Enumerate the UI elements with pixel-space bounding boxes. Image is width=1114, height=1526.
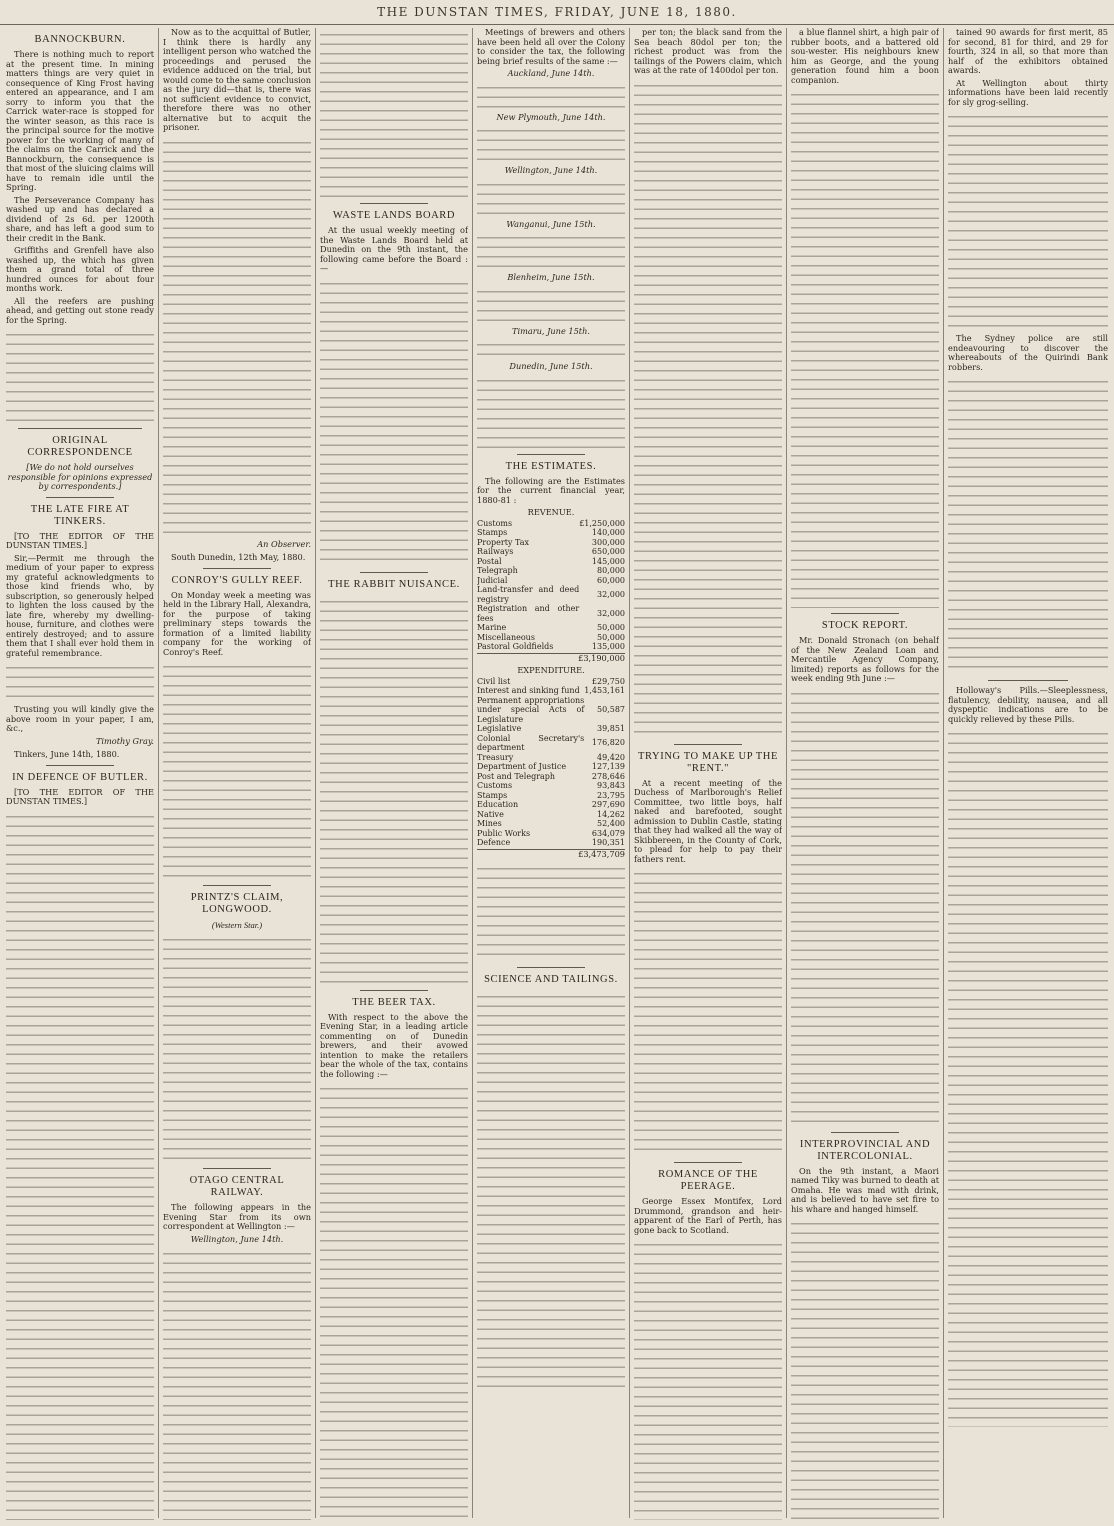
advertisement-paragraph: Holloway's Pills.—Sleeplessness, flatulency, debility, nausea, and all dyspeptic indications are to be quickly relieved by these Pills.: [948, 685, 1108, 724]
table-cell-value: 634,079: [591, 828, 625, 838]
table-cell-value: 297,690: [591, 800, 625, 809]
column-rule: [943, 28, 944, 1518]
column-rule: [629, 28, 630, 1518]
table-cell-value: 50,000: [597, 632, 625, 642]
text-block: [320, 28, 468, 198]
table-cell-item: Miscellaneous: [477, 632, 535, 642]
table-cell-item: Mines: [477, 819, 502, 828]
divider: [360, 990, 428, 991]
table-row: [477, 791, 625, 801]
text-block: [634, 79, 782, 739]
to-editor: [TO THE EDITOR OF THE DUNSTAN TIMES.]: [6, 530, 154, 550]
table-row: [477, 781, 625, 791]
dateline: Dunedin, June 15th.: [509, 361, 593, 371]
table-row: [477, 772, 625, 782]
table-cell-value: 32,000: [597, 589, 625, 599]
table-cell-item: Land-transfer and deed registry: [477, 585, 580, 604]
revenue-table: [477, 519, 625, 652]
table-cell-item: Defence: [477, 838, 511, 847]
table-row: [477, 566, 625, 576]
article-paragraph: George Essex Montifex, Lord Drummond, grandson and heir-apparent of the Earl of Perth, has gone back to Scotland.: [634, 1196, 782, 1235]
column-7: [948, 28, 1108, 1520]
headline-science-and-tailings: SCIENCE AND TAILINGS.: [484, 974, 618, 985]
table-cell-item: Colonial Secretary's department: [477, 733, 585, 752]
column-rule: [315, 28, 316, 1518]
text-block: [320, 277, 468, 567]
article-paragraph: With respect to the above the Evening Star, in a leading article commenting on of Dunedin brewers, and their avowed intention to make the retailers bear the whole of the tax, contains the following :—: [320, 1011, 468, 1079]
dateline: Auckland, June 14th.: [507, 68, 595, 78]
expenditure-table: [477, 677, 625, 848]
table-cell-value: 93,843: [597, 781, 625, 790]
text-block: [477, 338, 625, 358]
article-paragraph: Mr. Donald Stronach (on behalf of the New Zealand Loan and Mercantile Agency Company, limited) reports as follows for the week ending 9th June :—: [791, 635, 939, 683]
divider: [203, 568, 271, 569]
revenue-total: £3,190,000: [477, 653, 625, 664]
table-row: [477, 810, 625, 820]
text-block: [477, 990, 625, 1390]
divider: [517, 967, 585, 968]
table-cell-item: Stamps: [477, 528, 508, 537]
headline-trying-to-make-up-rent: TRYING TO MAKE UP THE "RENT.": [638, 750, 778, 774]
table-cell-item: Native: [477, 809, 504, 819]
letter-paragraph: Sir,—Permit me through the medium of your paper to express my grateful acknowledgments to those kind friends who, by subscription, so generously helped to lighten the loss caused by the late fire, whereby my dwelling-house, furniture, and clothes were entirely destroyed; and to assure them that I shall ever hold them in grateful remembrance.: [6, 552, 154, 658]
headline-defence-of-butler: IN DEFENCE OF BUTLER.: [12, 771, 148, 783]
to-editor: [TO THE EDITOR OF THE DUNSTAN TIMES.]: [6, 786, 154, 806]
article-paragraph: a blue flannel shirt, a high pair of rubber boots, and a battered old sou-wester. His neighbours knew him as George, and the young generation found him a boon companion.: [791, 28, 939, 85]
table-cell-item: Stamps: [477, 790, 508, 800]
article-paragraph: Griffiths and Grenfell have also washed up, the which has given them a grand total of three hundred ounces for about four months work.: [6, 245, 154, 293]
table-row: [477, 538, 625, 548]
table-cell-item: Marine: [477, 623, 507, 632]
dateline: Wellington, June 14th.: [190, 1233, 284, 1244]
table-cell-value: 50,000: [597, 623, 625, 632]
column-rule: [472, 28, 473, 1518]
table-row: [477, 819, 625, 829]
divider: [203, 885, 271, 886]
article-paragraph: The Perseverance Company has washed up and has declared a dividend of 2s 6d. per 1200th share, and has left a good sum to their credit in the Bank.: [6, 194, 154, 243]
divider: [360, 203, 428, 204]
table-row: [477, 734, 625, 753]
table-cell-value: 1,453,161: [584, 686, 625, 695]
table-row: [477, 696, 625, 725]
divider: [831, 613, 899, 614]
revenue-title: REVENUE.: [527, 507, 575, 517]
table-cell-value: 650,000: [591, 547, 625, 556]
dateline: Wellington, June 14th.: [504, 165, 598, 175]
table-cell-item: Postal: [477, 556, 502, 566]
column-rule: [786, 28, 787, 1518]
table-cell-item: Permanent appropriations under special Acts of Legislature: [477, 695, 585, 724]
headline-romance-of-the-peerage: ROMANCE OF THE PEERAGE.: [658, 1169, 758, 1192]
text-block: [320, 1082, 468, 1520]
headline-rabbit-nuisance: THE RABBIT NUISANCE.: [328, 578, 460, 590]
dateline: New Plymouth, June 14th.: [496, 111, 606, 122]
table-row: [477, 633, 625, 643]
article-paragraph: Now as to the acquittal of Butler, I think there is hardly any intelligent person who watched the proceedings and perused the evidence adduced on the trial, but would come to the same conclusion as the jury did—that is, there was not sufficient evidence to convict, therefore there was no other alternative but to acquit the prisoner.: [163, 28, 311, 132]
table-row: [477, 576, 625, 586]
column-5: [634, 28, 782, 1520]
text-block: [791, 1217, 939, 1520]
divider: [674, 1162, 742, 1163]
text-block: [791, 88, 939, 608]
table-cell-value: 32,000: [597, 608, 625, 618]
column-rule: [158, 28, 159, 1518]
table-cell-item: Civil list: [477, 676, 511, 686]
article-paragraph: At a recent meeting of the Duchess of Marlborough's Relief Committee, two little boys, half naked and barefooted, sought admission to Dublin Castle, stating that they had walked all the way of Skibbereen, in the County of Cork, to plead for help to pay their fathers rent.: [634, 777, 782, 864]
text-block: [163, 933, 311, 1163]
table-cell-value: 50,587: [597, 705, 625, 714]
article-paragraph: All the reefers are pushing ahead, and getting out stone ready for the Spring.: [6, 295, 154, 325]
dateline: Blenheim, June 15th.: [507, 272, 595, 282]
text-block: [477, 178, 625, 216]
table-cell-value: £29,750: [591, 676, 625, 686]
table-cell-item: Registration and other fees: [477, 604, 580, 623]
headline-interprovincial: INTERPROVINCIAL AND INTERCOLONIAL.: [799, 1138, 931, 1162]
table-row: [477, 528, 625, 538]
table-row: [477, 585, 625, 604]
table-row: [477, 838, 625, 848]
headline-printzs-claim: PRINTZ'S CLAIM, LONGWOOD.: [190, 892, 284, 915]
table-cell-value: 278,646: [591, 771, 625, 781]
table-row: [477, 557, 625, 567]
table-row: [477, 642, 625, 652]
table-cell-item: Interest and sinking fund: [477, 686, 580, 695]
text-block: [6, 328, 154, 423]
headline-otago-central-railway: OTAGO CENTRAL RAILWAY.: [189, 1175, 285, 1198]
article-paragraph: On the 9th instant, a Maori named Tiky was burned to death at Omaha. He was mad with drink, and is believed to have set fire to his whare and hanged himself.: [791, 1165, 939, 1214]
table-cell-item: Public Works: [477, 828, 531, 838]
table-row: [477, 753, 625, 763]
table-cell-item: Telegraph: [477, 566, 518, 575]
signature: Timothy Gray.: [95, 735, 154, 746]
text-block: [634, 1238, 782, 1520]
text-block: [791, 687, 939, 1127]
table-cell-value: 140,000: [591, 528, 625, 537]
column-4: [477, 28, 625, 1520]
headline-the-estimates: THE ESTIMATES.: [505, 460, 597, 472]
text-block: [163, 1247, 311, 1520]
column-2: [163, 28, 311, 1520]
table-row: [477, 677, 625, 687]
text-block: [477, 862, 625, 962]
dateline: Timaru, June 15th.: [512, 325, 590, 336]
article-paragraph: There is nothing much to report at the present time. In mining matters things are very quiet in consequence of King Frost having entered an appearance, and I am sorry to inform you that the Carrick water-race is stopped for the winter season, as this race is the principal source for the motive power for the working of many of the claims on the Carrick and the Bannockburn, the consequence is that most of the sluicing claims will have to remain idle until the Spring.: [6, 49, 154, 192]
article-paragraph: At the usual weekly meeting of the Waste Lands Board held at Dunedin on the 9th instant, the following came before the Board :—: [320, 225, 468, 273]
table-row: [477, 623, 625, 633]
table-cell-value: 14,262: [597, 809, 625, 819]
masthead: THE DUNSTAN TIMES, FRIDAY, JUNE 18, 1880.: [0, 0, 1114, 25]
divider: [18, 428, 142, 429]
dateline: South Dunedin, 12th May, 1880.: [171, 552, 306, 562]
article-paragraph: The following are the Estimates for the current financial year, 1880-81 :: [477, 475, 625, 505]
article-paragraph: Meetings of brewers and others have been held all over the Colony to consider the tax, the following being brief results of the same :—: [477, 28, 625, 66]
table-cell-value: 190,351: [591, 838, 625, 847]
article-paragraph: At Wellington about thirty informations have been laid recently for sly grog-selling.: [948, 77, 1108, 107]
table-cell-item: Department of Justice: [477, 762, 567, 771]
table-row: [477, 519, 625, 529]
headline-beer-tax: THE BEER TAX.: [352, 996, 436, 1008]
divider: [203, 1168, 271, 1169]
divider: [46, 497, 114, 498]
table-cell-item: Post and Telegraph: [477, 771, 556, 781]
table-cell-item: Pastoral Goldfields: [477, 642, 554, 651]
divider: [988, 680, 1068, 681]
dateline: Wanganui, June 15th.: [506, 218, 596, 229]
table-cell-item: Railways: [477, 547, 514, 556]
divider: [674, 744, 742, 745]
article-paragraph: The following appears in the Evening Star from its own correspondent at Wellington :—: [163, 1202, 311, 1231]
divider: [831, 1132, 899, 1133]
table-cell-value: 135,000: [591, 642, 625, 651]
table-cell-value: 39,851: [597, 724, 625, 733]
headline-bannockburn: BANNOCKBURN.: [34, 34, 126, 45]
table-row: [477, 604, 625, 623]
column-6: [791, 28, 939, 1520]
table-row: [477, 800, 625, 810]
expenditure-total: £3,473,709: [477, 849, 625, 860]
dateline: Tinkers, June 14th, 1880.: [14, 749, 120, 759]
table-row: [477, 829, 625, 839]
text-block: [634, 867, 782, 1157]
table-row: [477, 547, 625, 557]
text-block: [320, 595, 468, 985]
article-paragraph: On Monday week a meeting was held in the Library Hall, Alexandra, for the purpose of taking preliminary steps towards the formation of a limited liability company for the working of Conroy's Reef.: [163, 589, 311, 657]
table-cell-value: £1,250,000: [579, 518, 625, 528]
text-block: [948, 727, 1108, 1427]
table-cell-value: 52,400: [597, 819, 625, 828]
letter-paragraph: Trusting you will kindly give the above room in your paper, I am, &c.,: [6, 704, 154, 733]
text-block: [477, 81, 625, 109]
text-block: [477, 231, 625, 269]
table-row: [477, 762, 625, 772]
table-cell-item: Judicial: [477, 575, 508, 585]
table-cell-item: Treasury: [477, 752, 514, 762]
text-block: [948, 110, 1108, 330]
headline-waste-lands-board: WASTE LANDS BOARD: [332, 210, 456, 221]
table-row: [477, 686, 625, 696]
column-1: [6, 28, 154, 1520]
table-cell-value: 176,820: [591, 738, 625, 748]
text-block: [948, 375, 1108, 675]
headline-late-fire: THE LATE FIRE AT TINKERS.: [30, 503, 130, 527]
table-cell-item: Legislative: [477, 724, 522, 733]
table-cell-value: 23,795: [597, 790, 625, 800]
table-cell-item: Education: [477, 800, 519, 809]
divider: [360, 572, 428, 573]
article-paragraph: tained 90 awards for first merit, 85 for second, 81 for third, and 29 for fourth, 324 in all, so that more than half of the exhibitors obtained awards.: [948, 28, 1108, 75]
table-cell-value: 49,420: [597, 752, 625, 762]
table-cell-value: 145,000: [591, 556, 625, 566]
editor-note: [We do not hold ourselves responsible for opinions expressed by correspondents.]: [7, 462, 153, 491]
headline-original-correspondence: ORIGINAL CORRESPONDENCE: [27, 435, 133, 458]
text-block: [477, 285, 625, 323]
table-cell-item: Property Tax: [477, 537, 529, 547]
text-block: [477, 374, 625, 449]
table-row: [477, 724, 625, 734]
text-block: [6, 810, 154, 1521]
expenditure-title: EXPENDITURE.: [517, 665, 585, 675]
text-block: [6, 661, 154, 701]
text-block: [163, 136, 311, 536]
table-cell-value: 127,139: [591, 762, 625, 771]
signature: An Observer.: [257, 538, 311, 549]
table-cell-value: 80,000: [597, 566, 625, 575]
column-3: [320, 28, 468, 1520]
text-block: [163, 660, 311, 880]
table-cell-value: 60,000: [597, 575, 625, 585]
table-cell-item: Customs: [477, 518, 513, 528]
headline-conroys-gully-reef: CONROY'S GULLY REEF.: [171, 574, 303, 586]
divider: [517, 454, 585, 455]
table-cell-value: 300,000: [591, 537, 625, 547]
source-line: (Western Star.): [211, 920, 263, 930]
table-cell-item: Customs: [477, 781, 513, 790]
article-paragraph: The Sydney police are still endeavouring to discover the whereabouts of the Quirindi Bank robbers.: [948, 333, 1108, 372]
divider: [46, 765, 114, 766]
text-block: [477, 124, 625, 162]
headline-stock-report: STOCK REPORT.: [821, 620, 909, 631]
article-paragraph: per ton; the black sand from the Sea beach 80dol per ton; the richest product was from the tailings of the Powers claim, which was at the rate of 1400dol per ton.: [634, 28, 782, 75]
